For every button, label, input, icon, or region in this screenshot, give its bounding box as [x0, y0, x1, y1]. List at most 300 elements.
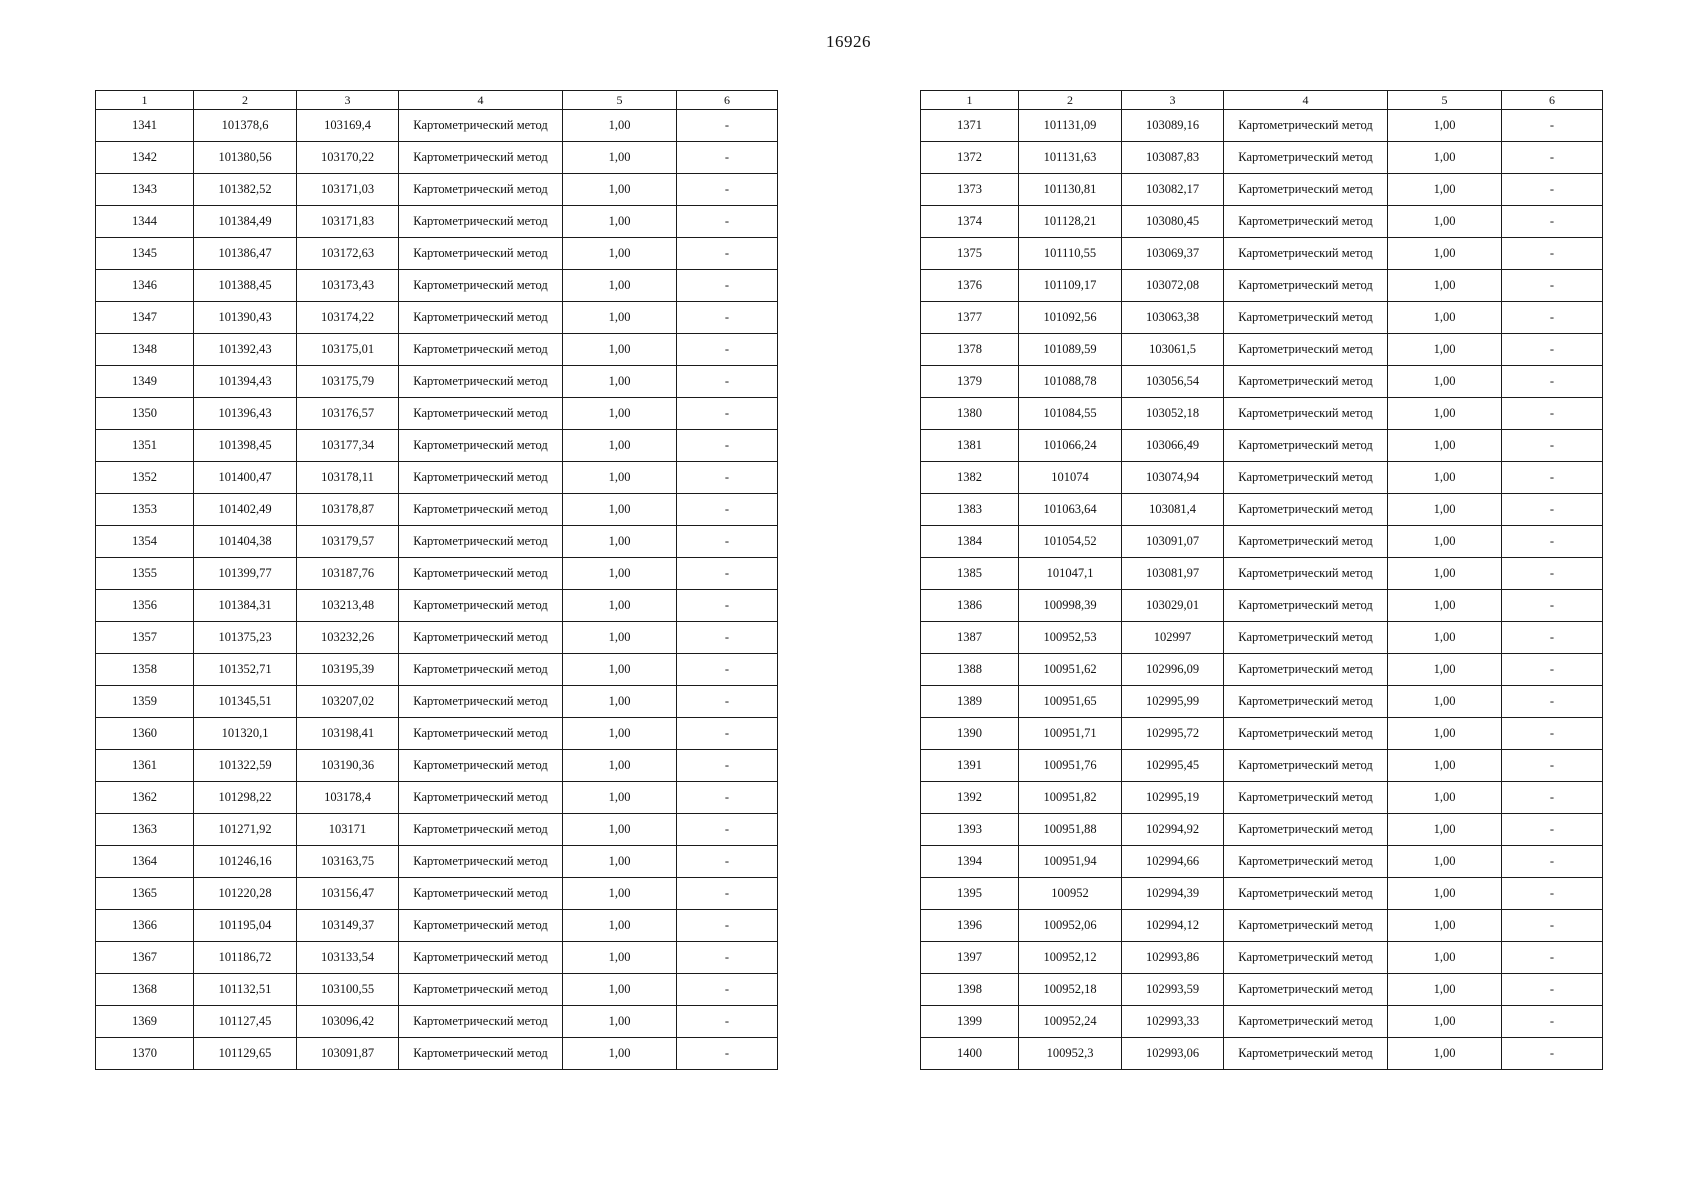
table-cell: 102995,45: [1122, 750, 1224, 782]
table-cell: 1375: [921, 238, 1019, 270]
table-cell: 101110,55: [1019, 238, 1122, 270]
table-cell: 1,00: [563, 622, 677, 654]
table-cell: -: [677, 686, 778, 718]
table-row: [921, 430, 1603, 462]
table-cell: 101089,59: [1019, 334, 1122, 366]
table-cell: -: [677, 462, 778, 494]
table-cell: -: [677, 622, 778, 654]
table-cell: Картометрический метод: [1224, 206, 1388, 238]
table-cell: 1356: [96, 590, 194, 622]
table-cell: 1358: [96, 654, 194, 686]
table-cell: 101402,49: [194, 494, 297, 526]
table-cell: Картометрический метод: [399, 686, 563, 718]
table-cell: 1,00: [1388, 558, 1502, 590]
table-row: [921, 238, 1603, 270]
table-cell: 102993,86: [1122, 942, 1224, 974]
table-row: [96, 110, 778, 142]
table-cell: 1371: [921, 110, 1019, 142]
table-cell: -: [1502, 238, 1603, 270]
table-row: [96, 814, 778, 846]
table-cell: 1,00: [563, 302, 677, 334]
table-cell: 100951,76: [1019, 750, 1122, 782]
table-cell: 103175,79: [297, 366, 399, 398]
table-cell: 1381: [921, 430, 1019, 462]
table-row: [921, 910, 1603, 942]
table-cell: 1387: [921, 622, 1019, 654]
table-row: [921, 366, 1603, 398]
table-cell: Картометрический метод: [399, 878, 563, 910]
table-cell: 1,00: [1388, 302, 1502, 334]
table-cell: Картометрический метод: [1224, 590, 1388, 622]
header-cell: 4: [1224, 91, 1388, 110]
table-cell: -: [1502, 462, 1603, 494]
table-cell: 103163,75: [297, 846, 399, 878]
table-cell: 101129,65: [194, 1038, 297, 1070]
table-cell: 101352,71: [194, 654, 297, 686]
table-row: [921, 334, 1603, 366]
table-cell: 103173,43: [297, 270, 399, 302]
table-cell: 1355: [96, 558, 194, 590]
table-cell: 1,00: [1388, 782, 1502, 814]
table-row: [921, 174, 1603, 206]
table-cell: 100951,71: [1019, 718, 1122, 750]
table-cell: 1397: [921, 942, 1019, 974]
table-row: [921, 814, 1603, 846]
table-cell: 1347: [96, 302, 194, 334]
table-cell: 103171,03: [297, 174, 399, 206]
table-cell: -: [677, 654, 778, 686]
table-cell: 1353: [96, 494, 194, 526]
table-cell: Картометрический метод: [1224, 782, 1388, 814]
table-cell: 103096,42: [297, 1006, 399, 1038]
table-row: [921, 590, 1603, 622]
table-cell: 1,00: [563, 654, 677, 686]
table-cell: 1,00: [1388, 590, 1502, 622]
table-cell: -: [677, 782, 778, 814]
table-cell: 102994,92: [1122, 814, 1224, 846]
table-cell: 101322,59: [194, 750, 297, 782]
table-cell: 1,00: [563, 270, 677, 302]
table-cell: -: [1502, 558, 1603, 590]
table-cell: -: [677, 398, 778, 430]
table-cell: -: [677, 142, 778, 174]
table-cell: 1379: [921, 366, 1019, 398]
table-cell: -: [1502, 494, 1603, 526]
table-cell: 1382: [921, 462, 1019, 494]
table-cell: 1391: [921, 750, 1019, 782]
table-cell: 1378: [921, 334, 1019, 366]
table-cell: 1,00: [1388, 622, 1502, 654]
table-cell: 103178,11: [297, 462, 399, 494]
table-cell: Картометрический метод: [399, 462, 563, 494]
table-cell: 101195,04: [194, 910, 297, 942]
table-body-left: [96, 110, 778, 1070]
table-cell: 102995,99: [1122, 686, 1224, 718]
coordinates-table-left: [95, 90, 778, 1070]
table-cell: Картометрический метод: [1224, 622, 1388, 654]
table-cell: 1,00: [1388, 750, 1502, 782]
table-cell: Картометрический метод: [1224, 174, 1388, 206]
table-cell: Картометрический метод: [1224, 974, 1388, 1006]
table-cell: -: [677, 238, 778, 270]
header-cell: 2: [194, 91, 297, 110]
table-cell: 100951,65: [1019, 686, 1122, 718]
table-cell: -: [677, 1006, 778, 1038]
table-cell: Картометрический метод: [399, 718, 563, 750]
table-cell: Картометрический метод: [1224, 398, 1388, 430]
table-cell: 102993,33: [1122, 1006, 1224, 1038]
table-row: [96, 654, 778, 686]
table-cell: -: [677, 590, 778, 622]
table-cell: 101392,43: [194, 334, 297, 366]
table-cell: Картометрический метод: [1224, 718, 1388, 750]
table-row: [96, 558, 778, 590]
table-cell: 100951,88: [1019, 814, 1122, 846]
table-cell: -: [1502, 814, 1603, 846]
table-cell: 1345: [96, 238, 194, 270]
table-cell: 101084,55: [1019, 398, 1122, 430]
table-cell: 100952,18: [1019, 974, 1122, 1006]
table-cell: 102994,66: [1122, 846, 1224, 878]
table-cell: 101220,28: [194, 878, 297, 910]
table-cell: 100952,12: [1019, 942, 1122, 974]
table-cell: 1374: [921, 206, 1019, 238]
table-cell: -: [1502, 846, 1603, 878]
table-cell: 101131,09: [1019, 110, 1122, 142]
table-cell: 1,00: [1388, 398, 1502, 430]
table-cell: Картометрический метод: [399, 974, 563, 1006]
table-cell: 101384,49: [194, 206, 297, 238]
table-cell: 1,00: [563, 814, 677, 846]
table-cell: 103072,08: [1122, 270, 1224, 302]
table-row: [96, 398, 778, 430]
table-cell: 101398,45: [194, 430, 297, 462]
table-cell: Картометрический метод: [1224, 814, 1388, 846]
table-row: [921, 782, 1603, 814]
table-cell: 1362: [96, 782, 194, 814]
table-cell: 103056,54: [1122, 366, 1224, 398]
table-cell: 1,00: [1388, 334, 1502, 366]
table-cell: -: [1502, 366, 1603, 398]
table-cell: 1341: [96, 110, 194, 142]
table-cell: -: [1502, 526, 1603, 558]
table-row: [921, 718, 1603, 750]
table-cell: -: [1502, 974, 1603, 1006]
table-cell: Картометрический метод: [399, 334, 563, 366]
table-cell: 1393: [921, 814, 1019, 846]
table-cell: 1,00: [563, 142, 677, 174]
table-cell: -: [677, 846, 778, 878]
table-cell: 102994,39: [1122, 878, 1224, 910]
table-cell: 1354: [96, 526, 194, 558]
table-cell: Картометрический метод: [399, 846, 563, 878]
table-cell: Картометрический метод: [399, 398, 563, 430]
table-cell: -: [677, 526, 778, 558]
table-cell: 101384,31: [194, 590, 297, 622]
table-cell: 101092,56: [1019, 302, 1122, 334]
table-row: [921, 846, 1603, 878]
table-cell: 101404,38: [194, 526, 297, 558]
page-number: 16926: [826, 32, 871, 51]
table-cell: 103190,36: [297, 750, 399, 782]
table-cell: 1,00: [563, 846, 677, 878]
table-cell: -: [677, 750, 778, 782]
table-cell: Картометрический метод: [399, 750, 563, 782]
table-cell: 1398: [921, 974, 1019, 1006]
table-cell: 101320,1: [194, 718, 297, 750]
table-row: [921, 206, 1603, 238]
table-cell: -: [1502, 174, 1603, 206]
table-cell: 103178,4: [297, 782, 399, 814]
table-cell: -: [1502, 398, 1603, 430]
table-cell: 1361: [96, 750, 194, 782]
table-cell: Картометрический метод: [1224, 238, 1388, 270]
table-cell: 103133,54: [297, 942, 399, 974]
table-cell: 1,00: [563, 462, 677, 494]
table-cell: 101388,45: [194, 270, 297, 302]
table-cell: 101130,81: [1019, 174, 1122, 206]
table-cell: 1,00: [563, 878, 677, 910]
table-cell: -: [1502, 1006, 1603, 1038]
table-cell: Картометрический метод: [1224, 750, 1388, 782]
table-cell: 1383: [921, 494, 1019, 526]
table-cell: 1360: [96, 718, 194, 750]
table-cell: 100951,82: [1019, 782, 1122, 814]
table-cell: 103074,94: [1122, 462, 1224, 494]
table-row: [921, 974, 1603, 1006]
table-cell: 1,00: [563, 398, 677, 430]
table-cell: 100998,39: [1019, 590, 1122, 622]
table-cell: 1,00: [1388, 174, 1502, 206]
table-cell: Картометрический метод: [399, 782, 563, 814]
table-cell: Картометрический метод: [1224, 526, 1388, 558]
table-row: [96, 430, 778, 462]
table-cell: -: [677, 270, 778, 302]
table-cell: 1,00: [1388, 142, 1502, 174]
table-row: [96, 686, 778, 718]
table-cell: 1359: [96, 686, 194, 718]
table-cell: Картометрический метод: [1224, 1006, 1388, 1038]
table-cell: 1365: [96, 878, 194, 910]
table-cell: Картометрический метод: [1224, 110, 1388, 142]
table-row: [921, 654, 1603, 686]
table-cell: Картометрический метод: [399, 814, 563, 846]
table-cell: 101378,6: [194, 110, 297, 142]
table-cell: 103069,37: [1122, 238, 1224, 270]
table-cell: 101298,22: [194, 782, 297, 814]
table-cell: 1,00: [563, 686, 677, 718]
table-cell: 1,00: [563, 1038, 677, 1070]
table-cell: 1,00: [1388, 366, 1502, 398]
table-row: [921, 398, 1603, 430]
table-cell: 103063,38: [1122, 302, 1224, 334]
table-cell: 101128,21: [1019, 206, 1122, 238]
table-row: [96, 590, 778, 622]
header-cell: 3: [297, 91, 399, 110]
table-cell: 1385: [921, 558, 1019, 590]
table-cell: 100951,62: [1019, 654, 1122, 686]
table-cell: 103178,87: [297, 494, 399, 526]
table-cell: 1390: [921, 718, 1019, 750]
table-cell: Картометрический метод: [399, 366, 563, 398]
table-cell: 1,00: [1388, 974, 1502, 1006]
table-cell: -: [677, 814, 778, 846]
table-cell: 1,00: [563, 750, 677, 782]
table-cell: 101132,51: [194, 974, 297, 1006]
table-cell: 101382,52: [194, 174, 297, 206]
table-cell: 101074: [1019, 462, 1122, 494]
table-cell: 1,00: [563, 206, 677, 238]
table-row: [96, 462, 778, 494]
table-cell: 1343: [96, 174, 194, 206]
table-row: [96, 238, 778, 270]
table-row: [96, 366, 778, 398]
table-cell: 103029,01: [1122, 590, 1224, 622]
header-cell: 2: [1019, 91, 1122, 110]
table-cell: Картометрический метод: [399, 590, 563, 622]
table-cell: 101109,17: [1019, 270, 1122, 302]
table-row: [921, 750, 1603, 782]
table-cell: -: [677, 110, 778, 142]
table-cell: Картометрический метод: [1224, 846, 1388, 878]
header-cell: 6: [1502, 91, 1603, 110]
table-cell: 1,00: [563, 718, 677, 750]
table-row: [96, 142, 778, 174]
table-cell: Картометрический метод: [399, 558, 563, 590]
table-row: [921, 878, 1603, 910]
table-cell: Картометрический метод: [399, 942, 563, 974]
table-cell: Картометрический метод: [399, 142, 563, 174]
table-cell: Картометрический метод: [399, 206, 563, 238]
header-cell: 5: [1388, 91, 1502, 110]
table-cell: -: [677, 974, 778, 1006]
table-cell: 1,00: [1388, 206, 1502, 238]
table-cell: 1,00: [563, 366, 677, 398]
table-cell: 1,00: [563, 558, 677, 590]
table-cell: 102997: [1122, 622, 1224, 654]
table-cell: 1366: [96, 910, 194, 942]
table-cell: -: [677, 302, 778, 334]
table-cell: 1384: [921, 526, 1019, 558]
table-cell: 103176,57: [297, 398, 399, 430]
table-cell: 101380,56: [194, 142, 297, 174]
table-cell: Картометрический метод: [1224, 1038, 1388, 1070]
table-cell: 103171,83: [297, 206, 399, 238]
table-cell: 101063,64: [1019, 494, 1122, 526]
table-cell: 1,00: [1388, 238, 1502, 270]
table-row: [921, 526, 1603, 558]
table-cell: Картометрический метод: [399, 238, 563, 270]
table-cell: 1352: [96, 462, 194, 494]
header-cell: 6: [677, 91, 778, 110]
table-cell: 101386,47: [194, 238, 297, 270]
table-cell: 1,00: [1388, 430, 1502, 462]
table-cell: 103177,34: [297, 430, 399, 462]
coordinates-table-right: [920, 90, 1603, 1070]
table-cell: 1,00: [563, 430, 677, 462]
table-cell: -: [1502, 910, 1603, 942]
table-cell: Картометрический метод: [1224, 142, 1388, 174]
table-cell: 103198,41: [297, 718, 399, 750]
table-row: [96, 302, 778, 334]
table-cell: 1369: [96, 1006, 194, 1038]
table-cell: -: [677, 334, 778, 366]
table-cell: -: [677, 206, 778, 238]
table-cell: 103066,49: [1122, 430, 1224, 462]
table-cell: -: [1502, 654, 1603, 686]
table-cell: -: [677, 878, 778, 910]
table-cell: 1389: [921, 686, 1019, 718]
table-cell: Картометрический метод: [1224, 686, 1388, 718]
header-row: [921, 91, 1603, 110]
table-row: [96, 334, 778, 366]
table-cell: 102996,09: [1122, 654, 1224, 686]
table-cell: 102995,19: [1122, 782, 1224, 814]
table-row: [96, 910, 778, 942]
table-cell: -: [1502, 590, 1603, 622]
table-cell: -: [1502, 1038, 1603, 1070]
table-cell: 103179,57: [297, 526, 399, 558]
table-cell: 1,00: [1388, 110, 1502, 142]
table-cell: 103080,45: [1122, 206, 1224, 238]
table-cell: -: [677, 366, 778, 398]
table-cell: 103100,55: [297, 974, 399, 1006]
table-cell: 1350: [96, 398, 194, 430]
table-cell: -: [1502, 142, 1603, 174]
table-cell: 1,00: [1388, 718, 1502, 750]
table-cell: 103061,5: [1122, 334, 1224, 366]
table-cell: 1364: [96, 846, 194, 878]
table-cell: Картометрический метод: [399, 110, 563, 142]
table-cell: 1,00: [1388, 654, 1502, 686]
table-cell: 1,00: [1388, 814, 1502, 846]
table-cell: 103195,39: [297, 654, 399, 686]
table-cell: 101066,24: [1019, 430, 1122, 462]
table-cell: 103091,07: [1122, 526, 1224, 558]
table-cell: 1,00: [563, 942, 677, 974]
table-cell: 103169,4: [297, 110, 399, 142]
table-cell: Картометрический метод: [399, 302, 563, 334]
table-cell: -: [1502, 782, 1603, 814]
table-cell: 1,00: [1388, 686, 1502, 718]
table-cell: -: [1502, 270, 1603, 302]
table-cell: 1348: [96, 334, 194, 366]
header-cell: 3: [1122, 91, 1224, 110]
table-row: [96, 206, 778, 238]
table-cell: -: [677, 1038, 778, 1070]
table-cell: Картометрический метод: [1224, 558, 1388, 590]
table-row: [921, 110, 1603, 142]
table-cell: 100952,3: [1019, 1038, 1122, 1070]
table-cell: 100951,94: [1019, 846, 1122, 878]
table-cell: 103149,37: [297, 910, 399, 942]
table-cell: Картометрический метод: [1224, 334, 1388, 366]
table-row: [96, 878, 778, 910]
table-cell: -: [677, 942, 778, 974]
table-cell: 103082,17: [1122, 174, 1224, 206]
table-cell: 101186,72: [194, 942, 297, 974]
table-cell: Картометрический метод: [399, 1006, 563, 1038]
table-cell: 1370: [96, 1038, 194, 1070]
table-cell: 103175,01: [297, 334, 399, 366]
table-cell: 102994,12: [1122, 910, 1224, 942]
table-cell: 103089,16: [1122, 110, 1224, 142]
table-cell: 103172,63: [297, 238, 399, 270]
table-row: [921, 1006, 1603, 1038]
table-row: [921, 302, 1603, 334]
table-row: [921, 494, 1603, 526]
table-cell: Картометрический метод: [1224, 270, 1388, 302]
